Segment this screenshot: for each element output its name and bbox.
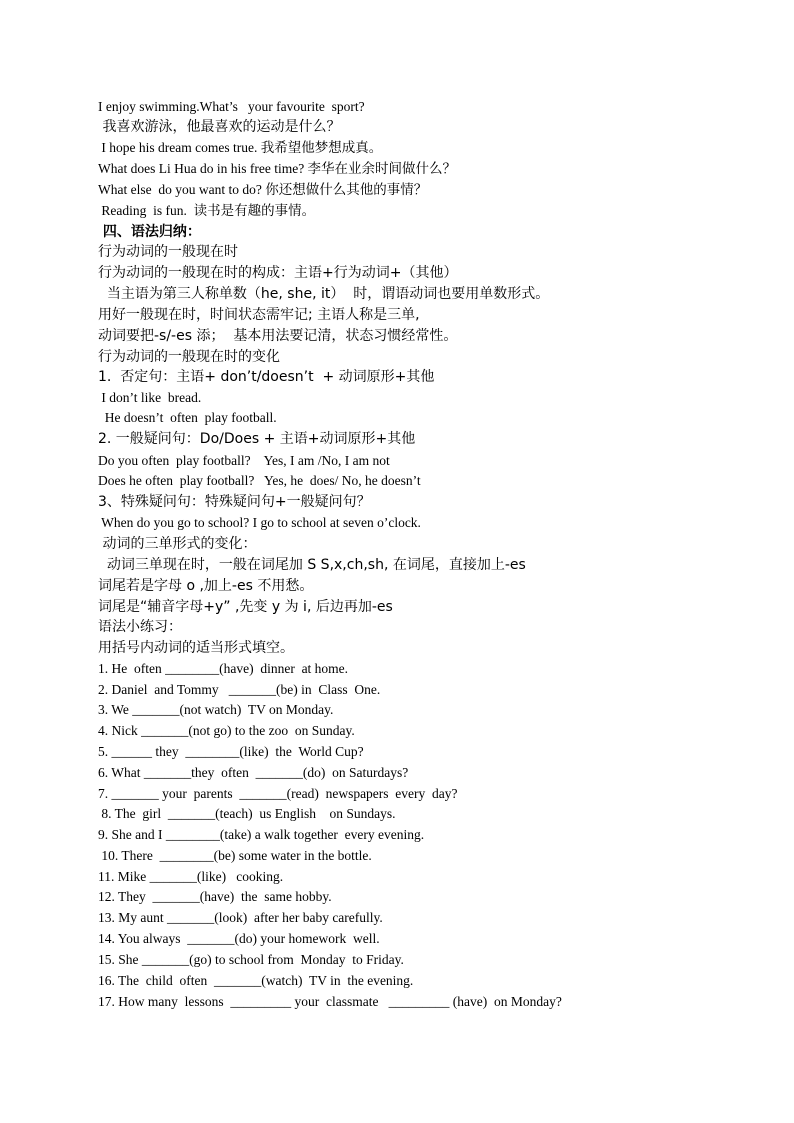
text-line: 词尾是“辅音字母+y” ,先变 y 为 i, 后边再加-es (98, 599, 393, 615)
text-line: I don’t like bread. (98, 390, 202, 405)
text-line: 3、特殊疑问句：特殊疑问句+一般疑问句？ (98, 494, 371, 510)
text-line: 6. What _______they often _______(do) on Saturdays? (98, 765, 409, 780)
text-line: 四、语法归纳： (98, 224, 201, 240)
text-line: 7. _______ your parents _______(read) newspapers every day? (98, 786, 458, 801)
text-line: Reading is fun. 读书是有趣的事情。 (98, 203, 316, 218)
text-line: 11. Mike _______(like) cooking. (98, 869, 284, 884)
text-line: 1. He often ________(have) dinner at home. (98, 661, 349, 676)
text-line: 8. The girl _______(teach) us English on Sundays. (98, 806, 396, 821)
text-line: 14. You always _______(do) your homework well. (98, 931, 380, 946)
text-line: 4. Nick _______(not go) to the zoo on Sunday. (98, 723, 355, 738)
text-line: 行为动词的一般现在时的变化 (98, 349, 280, 365)
text-line: 9. She and I ________(take) a walk together every evening. (98, 827, 425, 842)
text-line: 2. Daniel and Tommy _______(be) in Class One. (98, 682, 381, 697)
text-line: 动词三单现在时，一般在词尾加 S S,x,ch,sh, 在词尾，直接加上-es (98, 557, 526, 573)
text-line: Do you often play football? Yes, I am /No, I am not (98, 453, 390, 468)
text-line: 13. My aunt _______(look) after her baby carefully. (98, 910, 383, 925)
text-line: 17. How many lessons _________ your classmate _________ (have) on Monday? (98, 994, 562, 1009)
text-line: He doesn’t often play football. (98, 410, 277, 425)
text-line: I enjoy swimming.What’s your favourite sport? (98, 99, 365, 114)
text-line: 15. She _______(go) to school from Monday to Friday. (98, 952, 404, 967)
text-line: 5. ______ they ________(like) the World Cup? (98, 744, 364, 759)
text-line: 12. They _______(have) the same hobby. (98, 889, 332, 904)
text-line: 行为动词的一般现在时 (98, 244, 238, 260)
text-line: 10. There ________(be) some water in the bottle. (98, 848, 372, 863)
text-line: 用好一般现在时，时间状态需牢记; 主语人称是三单, (98, 307, 420, 323)
text-line: 2. 一般疑问句：Do/Does + 主语+动词原形+其他 (98, 431, 416, 447)
text-line: 1. 否定句：主语+ don’t/doesn’t + 动词原形+其他 (98, 369, 435, 385)
text-line: 语法小练习： (98, 619, 182, 635)
text-line: 16. The child often _______(watch) TV in the evening. (98, 973, 414, 988)
text-line: 用括号内动词的适当形式填空。 (98, 640, 294, 656)
text-line: 行为动词的一般现在时的构成：主语+行为动词+（其他） (98, 265, 458, 281)
text-line: 动词的三单形式的变化： (98, 536, 257, 552)
text-line: What else do you want to do? 你还想做什么其他的事情？ (98, 182, 428, 197)
text-line: 词尾若是字母 o ,加上-es 不用愁。 (98, 578, 314, 594)
text-line: What does Li Hua do in his free time? 李华在业余时间做什么？ (98, 161, 457, 176)
text-line: 3. We _______(not watch) TV on Monday. (98, 702, 334, 717)
text-line: 动词要把-s/-es 添； 基本用法要记清，状态习惯经常性。 (98, 328, 458, 344)
text-line: I hope his dream comes true. 我希望他梦想成真。 (98, 140, 383, 155)
text-line: Does he often play football? Yes, he does/ No, he doesn’t (98, 473, 421, 488)
text-line: When do you go to school? I go to school at seven o’clock. (98, 515, 421, 530)
text-line: 我喜欢游泳，他最喜欢的运动是什么？ (98, 119, 341, 135)
text-line: 当主语为第三人称单数（he, she, it） 时，谓语动词也要用单数形式。 (98, 286, 550, 302)
